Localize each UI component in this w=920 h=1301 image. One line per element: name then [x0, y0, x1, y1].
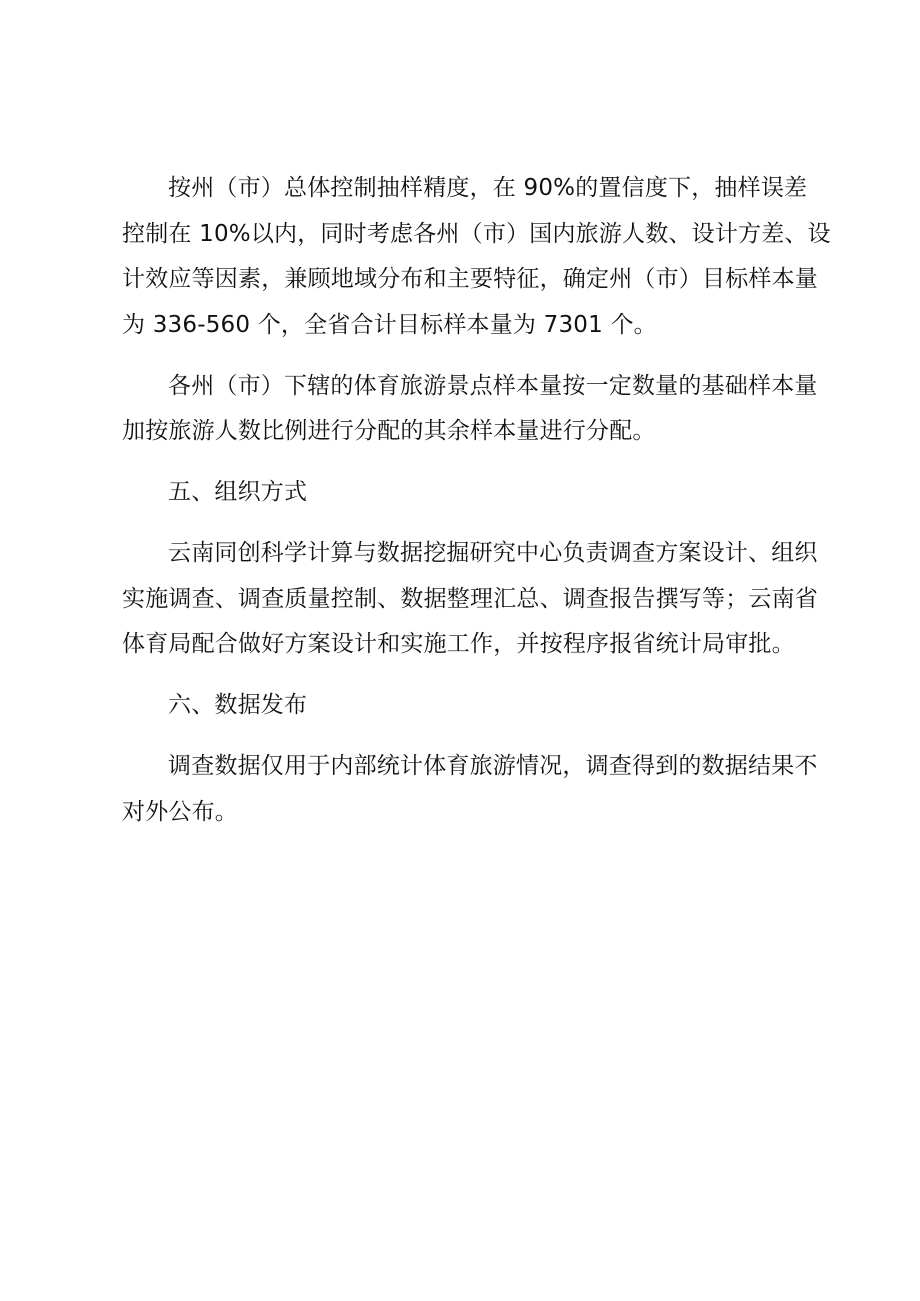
text-line: 加按旅游人数比例进行分配的其余样本量进行分配。	[122, 418, 656, 444]
text-line: 按州（市）总体控制抽样精度，在 90%的置信度下，抽样误差	[168, 175, 808, 201]
text-line: 云南同创科学计算与数据挖掘研究中心负责调查方案设计、组织	[168, 540, 818, 566]
heading-text: 六、数据发布	[168, 692, 308, 718]
paragraph-data-release	[122, 744, 818, 835]
heading-text: 五、组织方式	[168, 479, 308, 505]
text-line: 为 336-560 个，全省合计目标样本量为 7301 个。	[122, 311, 657, 338]
text-line: 对外公布。	[122, 798, 238, 825]
text-line: 实施调查、调查质量控制、数据整理汇总、调查报告撰写等；云南省	[122, 585, 818, 612]
paragraph-organization	[122, 531, 818, 668]
section-heading-organization	[122, 470, 812, 516]
text-line: 各州（市）下辖的体育旅游景点样本量按一定数量的基础样本量	[168, 372, 818, 399]
paragraph-sample-allocation	[122, 364, 818, 455]
paragraph-sampling-precision	[122, 166, 831, 348]
text-line: 体育局配合做好方案设计和实施工作，并按程序报省统计局审批。	[122, 631, 795, 657]
text-line: 控制在 10%以内，同时考虑各州（市）国内旅游人数、设计方差、设	[122, 220, 831, 247]
document-body	[122, 166, 831, 835]
text-line: 计效应等因素，兼顾地域分布和主要特征，确定州（市）目标样本量	[122, 266, 818, 292]
text-line: 调查数据仅用于内部统计体育旅游情况，调查得到的数据结果不	[168, 753, 818, 779]
section-heading-data-release	[122, 683, 812, 729]
